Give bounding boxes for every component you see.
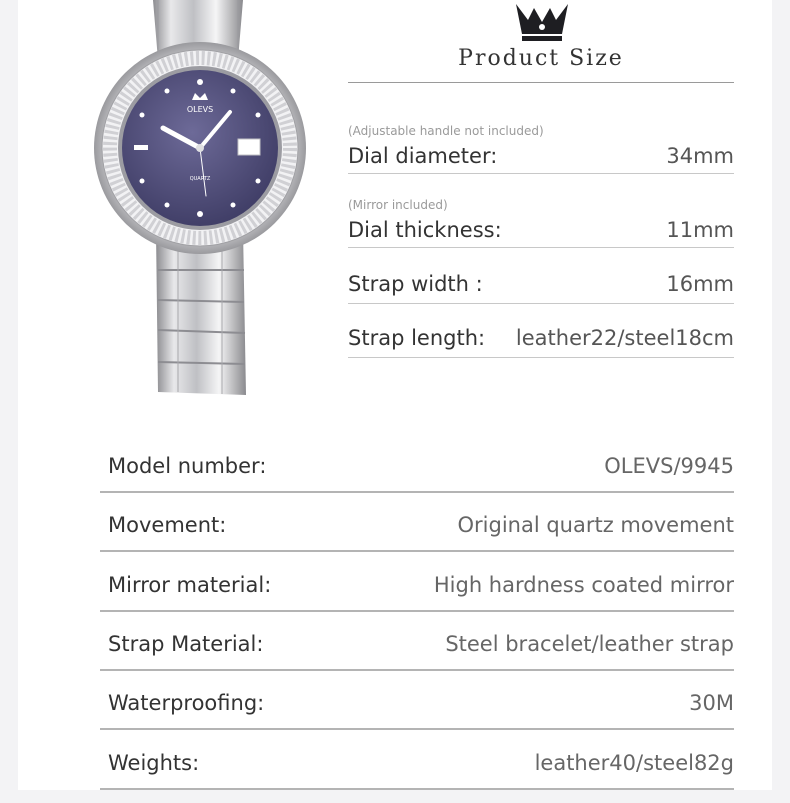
spec-row-model-number: [100, 446, 734, 506]
row-divider: [100, 491, 734, 493]
spec-value: Original quartz movement: [457, 513, 734, 537]
row-divider: [100, 669, 734, 671]
row-divider: [100, 610, 734, 612]
watch-product-image: [78, 0, 318, 410]
spec-row-waterproofing: [100, 683, 734, 743]
size-label: Dial diameter:: [348, 144, 498, 168]
spec-label: Mirror material:: [108, 573, 272, 597]
spec-row-movement: [100, 505, 734, 565]
spec-value: leather40/steel82g: [534, 751, 734, 775]
size-note: (Mirror included): [348, 198, 448, 212]
size-value: 34mm: [666, 144, 734, 168]
size-row-strap-length: [348, 326, 734, 360]
spec-label: Model number:: [108, 454, 267, 478]
spec-label: Movement:: [108, 513, 227, 537]
size-value: leather22/steel18cm: [515, 326, 734, 350]
spec-value: High hardness coated mirror: [433, 573, 734, 597]
spec-value: OLEVS/9945: [604, 454, 734, 478]
row-divider: [348, 173, 734, 174]
size-note: (Adjustable handle not included): [348, 124, 544, 138]
size-row-strap-width: [348, 272, 734, 306]
row-divider: [100, 728, 734, 730]
dial-brand-text: OLEVS: [186, 105, 214, 114]
product-size-card: [18, 0, 772, 790]
size-row-dial-thickness: [348, 198, 734, 250]
size-label: Dial thickness:: [348, 218, 502, 242]
size-value: 11mm: [666, 218, 734, 242]
spec-value: 30M: [689, 691, 734, 715]
spec-row-weights: [100, 743, 734, 803]
size-label: Strap length:: [348, 326, 486, 350]
size-value: 16mm: [666, 272, 734, 296]
row-divider: [100, 550, 734, 552]
spec-value: Steel bracelet/leather strap: [445, 632, 734, 656]
spec-label: Waterproofing:: [108, 691, 265, 715]
spec-label: Strap Material:: [108, 632, 264, 656]
size-row-dial-diameter: [348, 124, 734, 176]
page-title: Product Size: [458, 46, 624, 71]
spec-label: Weights:: [108, 751, 200, 775]
spec-row-strap-material: [100, 624, 734, 684]
size-label: Strap width :: [348, 272, 483, 296]
dial-quartz-text: QUARTZ: [189, 176, 211, 182]
row-divider: [348, 357, 734, 358]
row-divider: [348, 247, 734, 248]
row-divider: [348, 303, 734, 304]
spec-row-mirror-material: [100, 565, 734, 625]
crown-logo-icon: [510, 0, 574, 42]
title-divider: [348, 82, 734, 83]
